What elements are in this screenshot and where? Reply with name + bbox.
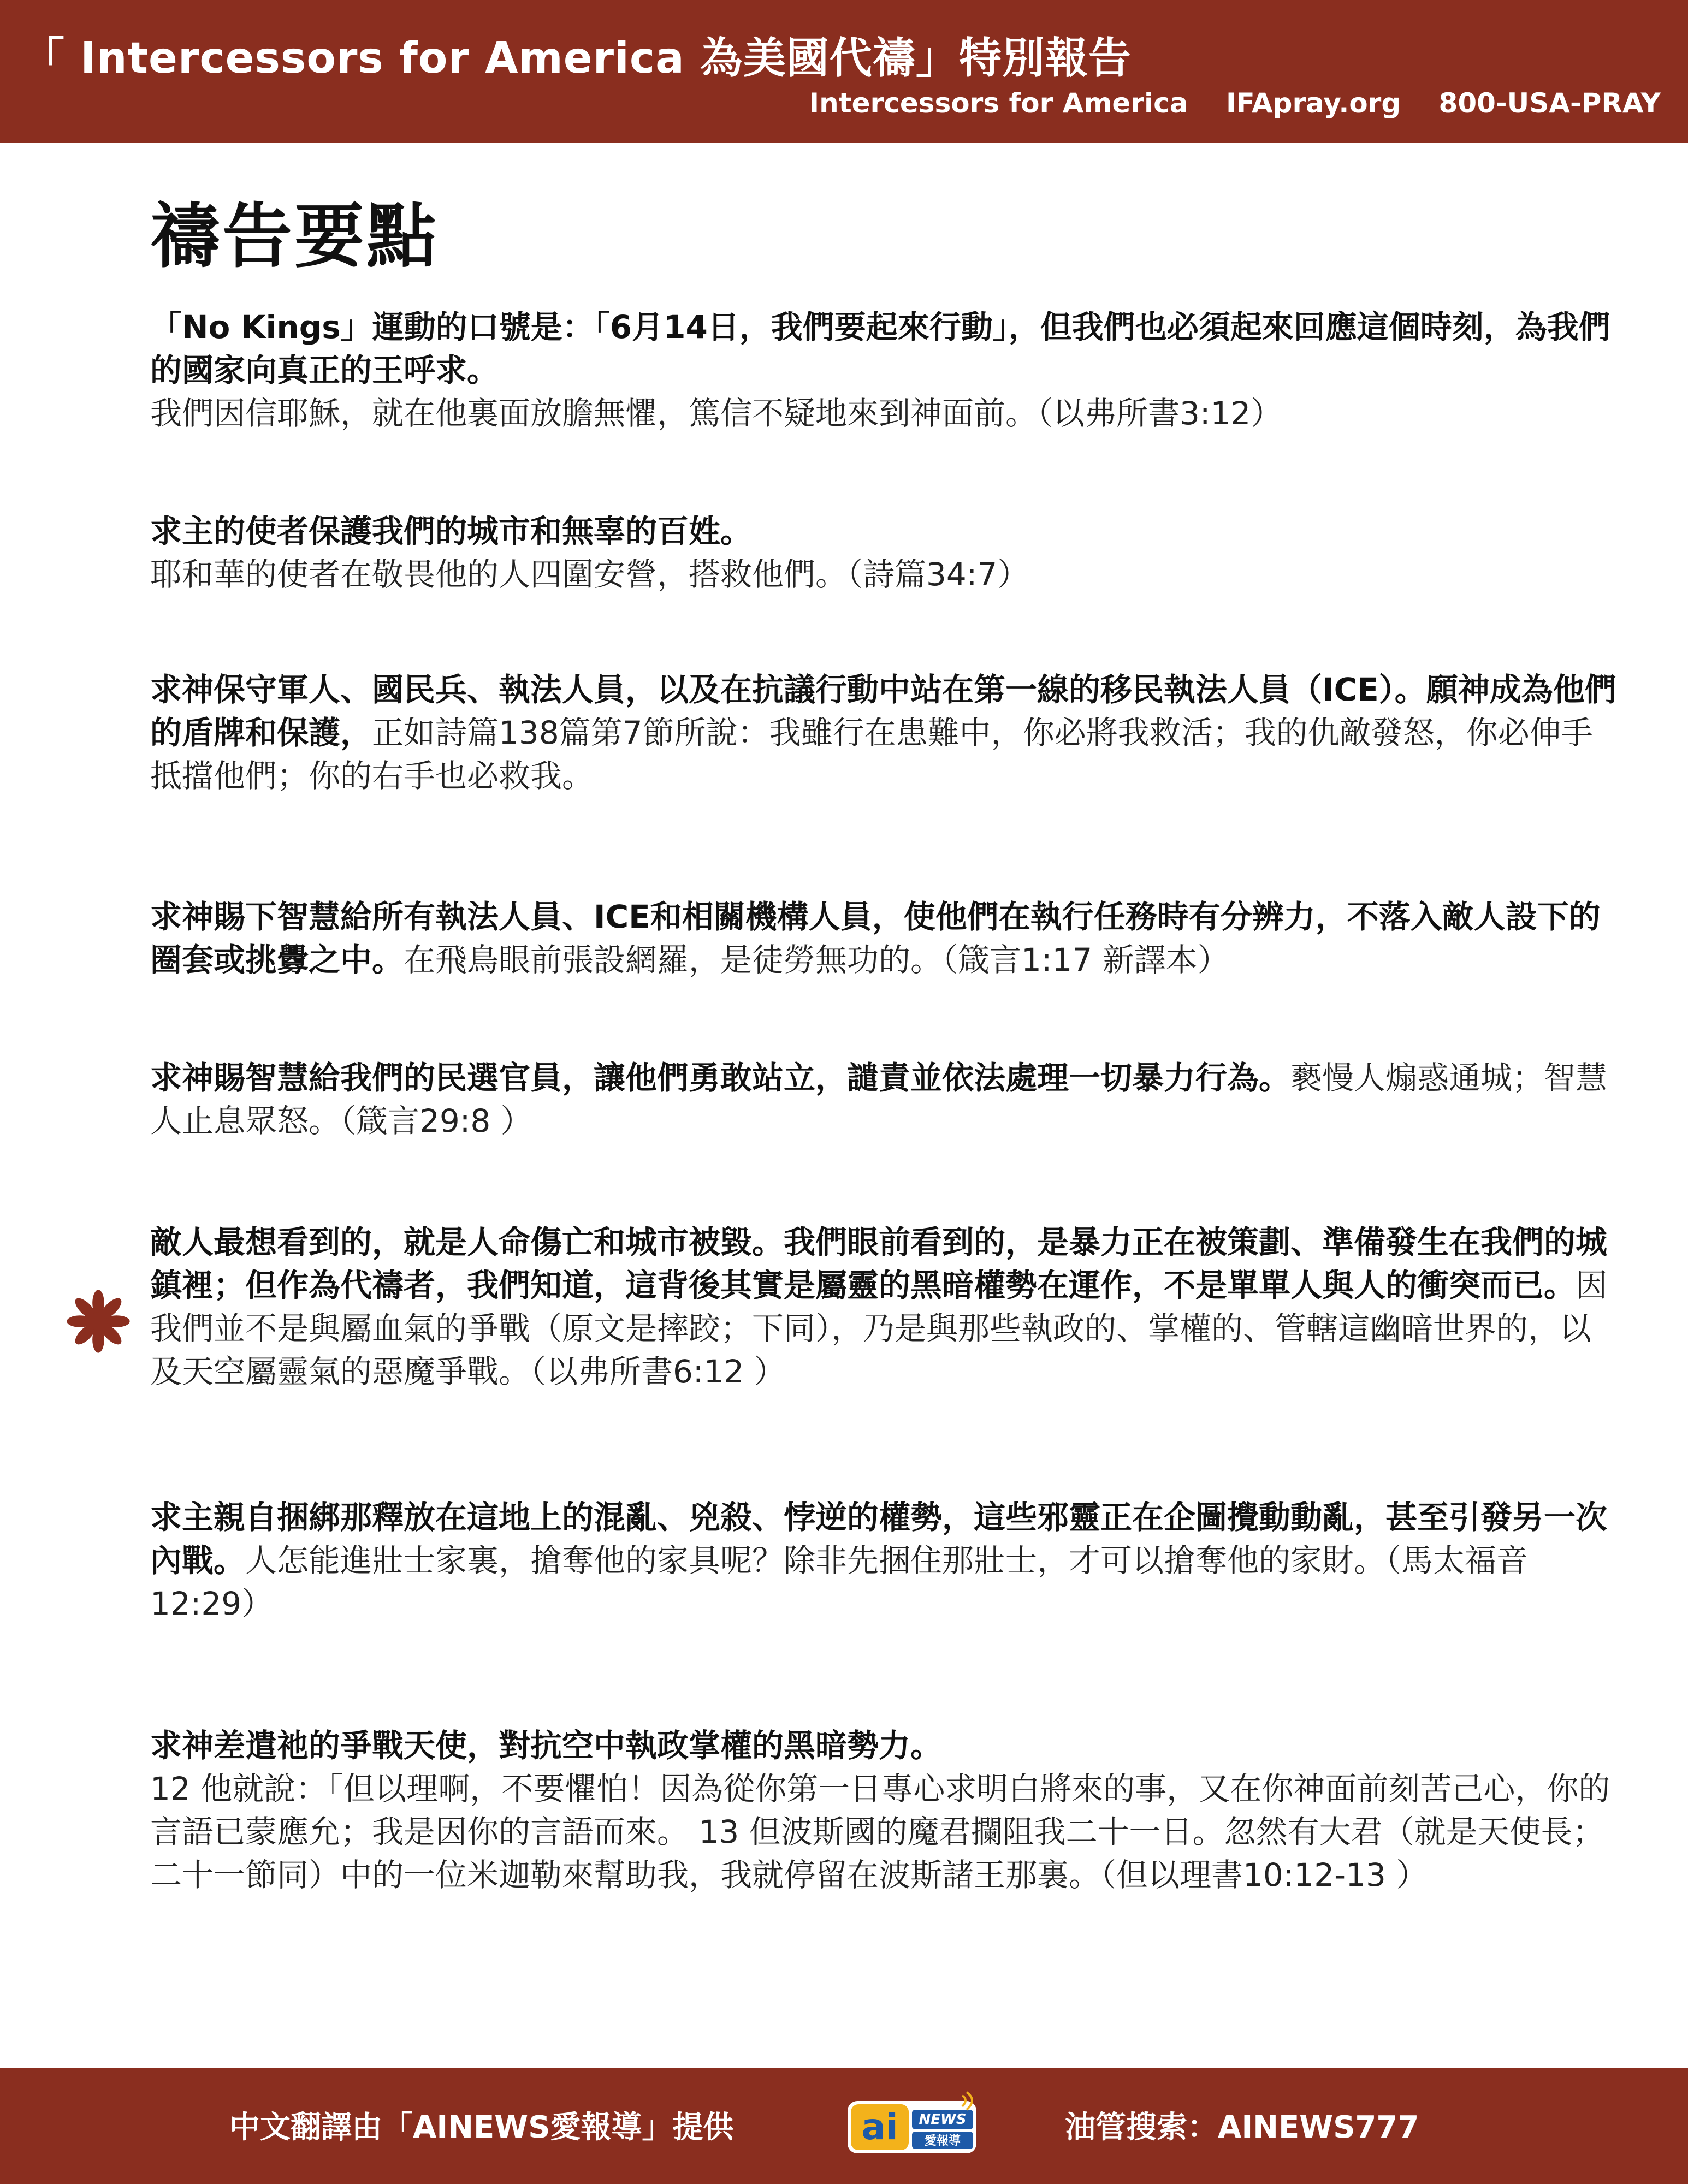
scripture-text: 在飛鳥眼前張設網羅，是徒勞無功的。（箴言1:17 新譯本） [404, 941, 1229, 978]
scripture-text: 褻慢人煽惑通城；智慧人止息眾怒。（箴言29:8 ） [150, 1059, 1608, 1140]
asterisk-icon [66, 1289, 131, 1354]
scripture-text: 人怎能進壯士家裏，搶奪他的家具呢？除非先捆住那壯士，才可以搶奪他的家財。（馬太福音12:29） [150, 1542, 1529, 1622]
header-contact-line [781, 87, 1661, 119]
logo-letter: ai [861, 2106, 898, 2148]
prayer-point [150, 1496, 1619, 1625]
prayer-point-bold: 求神賜下智慧給所有執法人員、ICE和相關機構人員，使他們在執行任務時有分辨力，不落入敵人設下的圈套或挑釁之中。 [150, 898, 1601, 978]
prayer-point-bold: 求主親自捆綁那釋放在這地上的混亂、兇殺、悖逆的權勢，這些邪靈正在企圖攪動動亂，甚至引發另一次內戰。 [150, 1499, 1608, 1579]
report-title: 「 Intercessors for America 為美國代禱」特別報告 [22, 34, 1132, 83]
prayer-point-bold: 求神保守軍人、國民兵、執法人員，以及在抗議行動中站在第一線的移民執法人員（ICE）。願神成為他們的盾牌和保護， [150, 671, 1616, 751]
prayer-point [150, 1221, 1619, 1393]
scripture-text: 12 他就說：「但以理啊，不要懼怕！因為從你第一日專心求明白將來的事，又在你神面前刻苦己心，你的言語已蒙應允；我是因你的言語而來。 13 但波斯國的魔君攔阻我二十一日。忽然有大君（就是天使長；二十一節同）中的一位米迦勒來幫助我，我就停留在波斯諸王那裏。（但以理書10:12-13 ） [150, 1770, 1610, 1894]
prayer-point-bold: 求神差遣祂的爭戰天使，對抗空中執政掌權的黑暗勢力。 [150, 1727, 943, 1764]
scripture-text: 正如詩篇138篇第7節所說：我雖行在患難中，你必將我救活；我的仇敵發怒，你必伸手抵擋他們；你的右手也必救我。 [150, 714, 1593, 794]
scripture-text: 耶和華的使者在敬畏他的人四圍安營，搭救他們。（詩篇34:7） [150, 556, 1029, 593]
logo-brand-text: 愛報導 [924, 2134, 961, 2148]
prayer-point [150, 306, 1619, 435]
youtube-search-hint: 油管搜索：AINEWS777 [1065, 2110, 1419, 2145]
prayer-point-bold: 求神賜智慧給我們的民選官員，讓他們勇敢站立，譴責並依法處理一切暴力行為。 [150, 1059, 1291, 1096]
report-footer [0, 2068, 1688, 2184]
report-header [0, 0, 1688, 143]
org-name: Intercessors for America [809, 87, 1188, 119]
prayer-point [150, 668, 1619, 798]
ainews-logo-icon [845, 2090, 982, 2161]
prayer-point [150, 895, 1619, 982]
scripture-text: 我們因信耶穌，就在他裏面放膽無懼，篤信不疑地來到神面前。（以弗所書3:12） [150, 395, 1283, 432]
prayer-point-bold: 「No Kings」運動的口號是：「6月14日，我們要起來行動」，但我們也必須起來回應這個時刻，為我們的國家向真正的王呼求。 [150, 308, 1610, 389]
page-heading: 禱告要點 [150, 196, 439, 277]
website-link[interactable]: IFApray.org [1225, 87, 1401, 119]
logo-news-text: NEWS [919, 2111, 967, 2128]
prayer-point-bold: 求主的使者保護我們的城市和無辜的百姓。 [150, 513, 753, 550]
phone-number[interactable]: 800-USA-PRAY [1438, 87, 1661, 119]
scripture-text: 因我們並不是與屬血氣的爭戰（原文是摔跤；下同），乃是與那些執政的、掌權的、管轄這幽暗世界的，以及天空屬靈氣的惡魔爭戰。（以弗所書6:12 ） [150, 1267, 1608, 1390]
prayer-point [150, 510, 1619, 596]
prayer-point [150, 1724, 1619, 1897]
translation-credit: 中文翻譯由「AINEWS愛報導」提供 [229, 2110, 734, 2145]
prayer-point-bold: 敵人最想看到的，就是人命傷亡和城市被毀。我們眼前看到的，是暴力正在被策劃、準備發生在我們的城鎮裡；但作為代禱者，我們知道，這背後其實是屬靈的黑暗權勢在運作，不是單單人與人的衝突而已。 [150, 1224, 1608, 1304]
prayer-point [150, 1057, 1619, 1143]
